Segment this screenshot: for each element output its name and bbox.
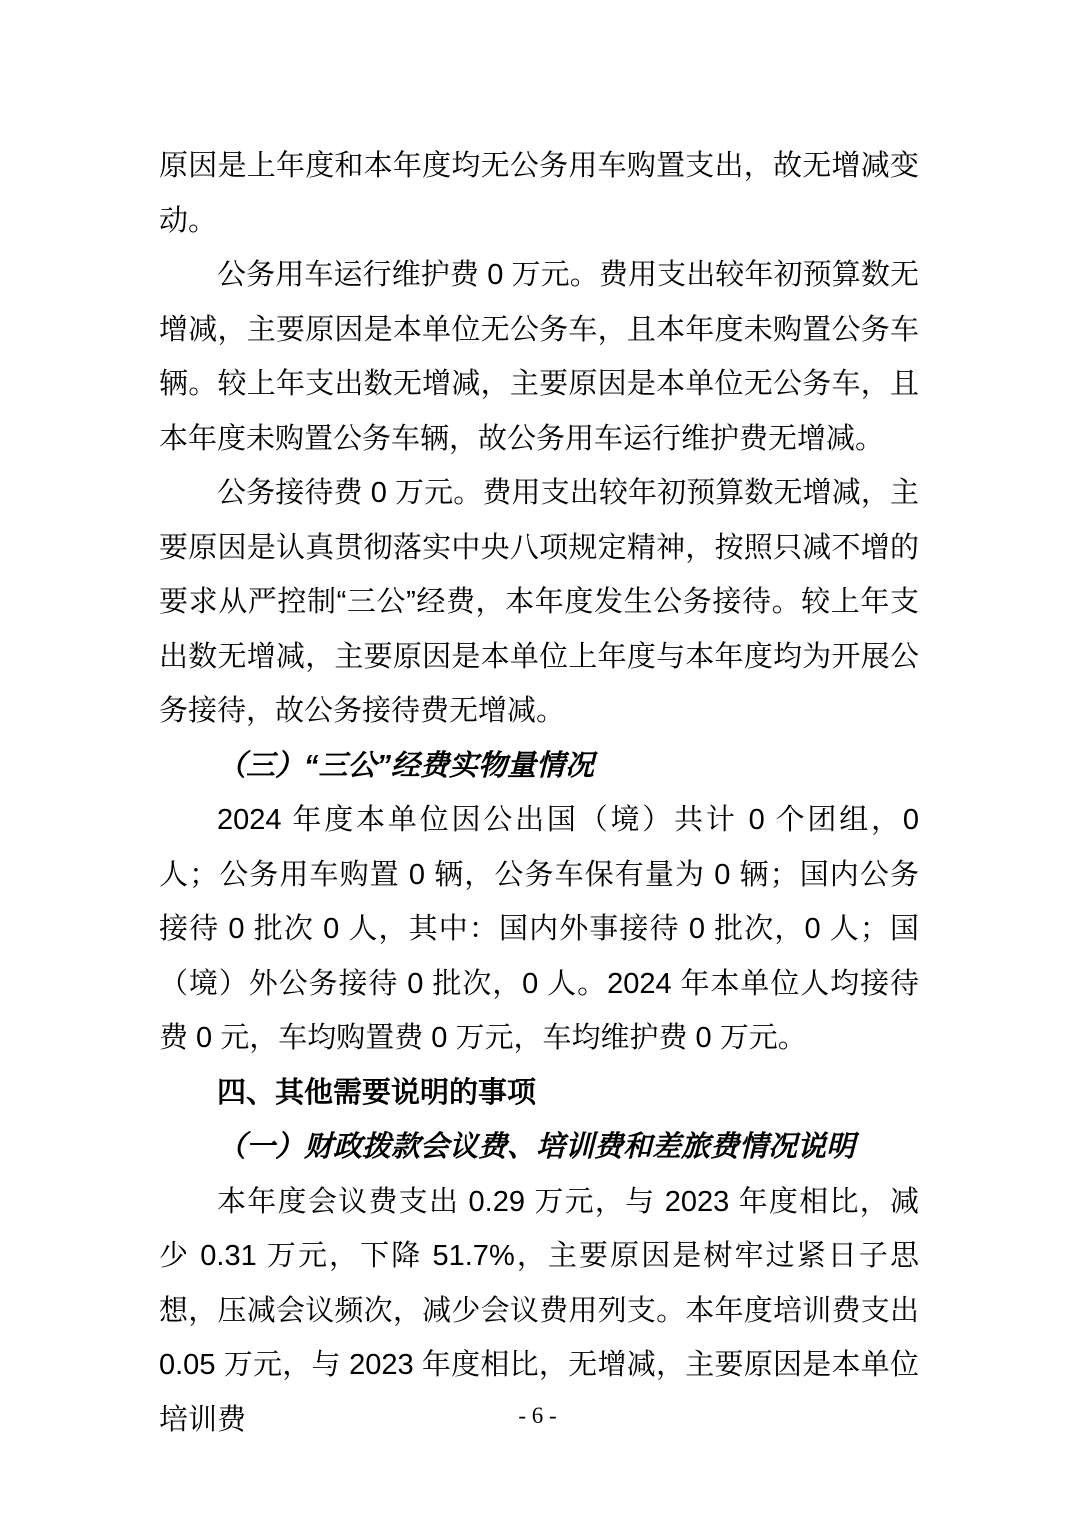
page-number: - 6 - (518, 1403, 557, 1428)
paragraph: 原因是上年度和本年度均无公务用车购置支出，故无增减变动。 (159, 150, 919, 237)
document-body (159, 139, 919, 1447)
paragraph: 公务用车运行维护费 0 万元。费用支出较年初预算数无增减，主要原因是本单位无公务车，且本年度未购置公务车辆。较上年支出数无增减，主要原因是本单位无公务车，且本年度未购置公务车辆，故公务用车运行维护费无增减。 (159, 259, 919, 455)
section-heading: （一）财政拨款会议费、培训费和差旅费情况说明 (217, 1131, 856, 1163)
section-heading: 四、其他需要说明的事项 (217, 1076, 537, 1109)
paragraph: 本年度会议费支出 0.29 万元，与 2023 年度相比，减少 0.31 万元，下降 51.7%，主要原因是树牢过紧日子思想，压减会议频次，减少会议费用列支。本年度培训费支出 0.05 万元，与 2023 年度相比，无增减，主要原因是本单位培训费 (159, 1185, 919, 1436)
paragraph: 公务接待费 0 万元。费用支出较年初预算数无增减，主要原因是认真贯彻落实中央八项规定精神，按照只减不增的要求从严控制“三公”经费，本年度发生公务接待。较上年支出数无增减，主要原因是本单位上年度与本年度均为开展公务接待，故公务接待费无增减。 (159, 477, 919, 727)
section-heading: （三）“三公”经费实物量情况 (217, 749, 595, 782)
paragraph: 2024 年度本单位因公出国（境）共计 0 个团组，0 人；公务用车购置 0 辆，公务车保有量为 0 辆；国内公务接待 0 批次 0 人，其中：国内外事接待 0 批次，0 人；国（境）外公务接待 0 批次，0 人。2024 年本单位人均接待费 0 元，车均购置费 0 万元，车均维护费 0 万元。 (159, 804, 919, 1054)
